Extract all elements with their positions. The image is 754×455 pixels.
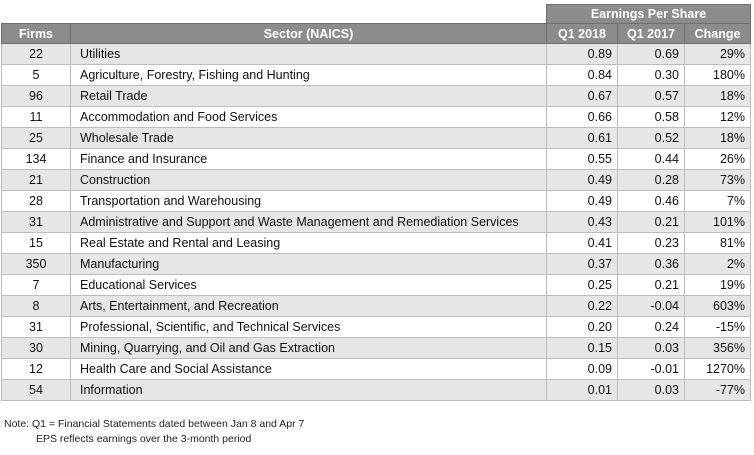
cell-q2018: 0.61 [547,128,618,149]
cell-q2018: 0.49 [547,170,618,191]
cell-change: 19% [685,275,751,296]
table-row [2,212,751,233]
cell-change: 81% [685,233,751,254]
header-q2018: Q1 2018 [547,24,618,44]
cell-firms: 22 [2,44,71,65]
cell-q2017: 0.52 [618,128,685,149]
cell-q2017: 0.21 [618,212,685,233]
cell-sector: Information [71,380,547,401]
cell-q2018: 0.89 [547,44,618,65]
cell-q2017: 0.28 [618,170,685,191]
cell-q2017: 0.44 [618,149,685,170]
cell-change: 26% [685,149,751,170]
cell-q2017: -0.01 [618,359,685,380]
cell-sector: Mining, Quarrying, and Oil and Gas Extraction [71,338,547,359]
cell-firms: 7 [2,275,71,296]
cell-q2017: 0.36 [618,254,685,275]
table-row [2,254,751,275]
cell-sector: Finance and Insurance [71,149,547,170]
header-firms: Firms [2,24,71,44]
cell-q2017: 0.69 [618,44,685,65]
cell-firms: 30 [2,338,71,359]
table-row [2,128,751,149]
header-blank [2,5,71,24]
cell-q2017: 0.21 [618,275,685,296]
cell-q2018: 0.22 [547,296,618,317]
cell-sector: Agriculture, Forestry, Fishing and Hunting [71,65,547,86]
cell-q2018: 0.43 [547,212,618,233]
cell-q2018: 0.66 [547,107,618,128]
table-row [2,317,751,338]
cell-sector: Educational Services [71,275,547,296]
table-row [2,380,751,401]
cell-firms: 28 [2,191,71,212]
table-row [2,296,751,317]
eps-table [1,4,751,401]
cell-firms: 5 [2,65,71,86]
table-row [2,65,751,86]
footnote [4,417,304,447]
cell-change: 2% [685,254,751,275]
table-row [2,275,751,296]
header-sector: Sector (NAICS) [71,24,547,44]
table-row [2,170,751,191]
cell-sector: Accommodation and Food Services [71,107,547,128]
cell-q2018: 0.49 [547,191,618,212]
cell-firms: 350 [2,254,71,275]
cell-change: 29% [685,44,751,65]
cell-q2017: 0.03 [618,380,685,401]
header-blank [71,5,547,24]
table-row [2,359,751,380]
cell-firms: 21 [2,170,71,191]
cell-q2017: -0.04 [618,296,685,317]
cell-change: -77% [685,380,751,401]
footnote-line-2: EPS reflects earnings over the 3-month period [36,433,252,445]
cell-firms: 11 [2,107,71,128]
cell-sector: Retail Trade [71,86,547,107]
cell-q2017: 0.24 [618,317,685,338]
footnote-line-1: Note: Q1 = Financial Statements dated between Jan 8 and Apr 7 [4,418,305,430]
cell-q2018: 0.41 [547,233,618,254]
cell-change: 1270% [685,359,751,380]
cell-change: 180% [685,65,751,86]
table-row [2,107,751,128]
cell-sector: Wholesale Trade [71,128,547,149]
table-body [2,44,751,401]
cell-q2018: 0.25 [547,275,618,296]
cell-q2018: 0.20 [547,317,618,338]
header-group-row [2,5,751,24]
cell-q2018: 0.84 [547,65,618,86]
cell-change: 12% [685,107,751,128]
cell-change: 356% [685,338,751,359]
cell-q2018: 0.37 [547,254,618,275]
cell-change: -15% [685,317,751,338]
cell-change: 73% [685,170,751,191]
cell-sector: Health Care and Social Assistance [71,359,547,380]
cell-firms: 31 [2,317,71,338]
header-change: Change [685,24,751,44]
cell-q2017: 0.23 [618,233,685,254]
cell-firms: 12 [2,359,71,380]
table-row [2,149,751,170]
cell-q2017: 0.57 [618,86,685,107]
cell-firms: 54 [2,380,71,401]
cell-q2018: 0.55 [547,149,618,170]
cell-firms: 15 [2,233,71,254]
cell-sector: Professional, Scientific, and Technical Services [71,317,547,338]
table-row [2,338,751,359]
header-q2017: Q1 2017 [618,24,685,44]
cell-firms: 134 [2,149,71,170]
header-row [2,24,751,44]
cell-change: 7% [685,191,751,212]
cell-sector: Utilities [71,44,547,65]
cell-sector: Construction [71,170,547,191]
cell-change: 603% [685,296,751,317]
cell-firms: 8 [2,296,71,317]
table-row [2,191,751,212]
cell-sector: Real Estate and Rental and Leasing [71,233,547,254]
cell-q2018: 0.09 [547,359,618,380]
cell-change: 101% [685,212,751,233]
header-eps-group: Earnings Per Share [547,5,751,24]
table-row [2,233,751,254]
cell-q2018: 0.15 [547,338,618,359]
cell-q2018: 0.67 [547,86,618,107]
cell-sector: Transportation and Warehousing [71,191,547,212]
cell-q2017: 0.03 [618,338,685,359]
cell-change: 18% [685,86,751,107]
cell-sector: Arts, Entertainment, and Recreation [71,296,547,317]
cell-q2017: 0.58 [618,107,685,128]
cell-sector: Administrative and Support and Waste Management and Remediation Services [71,212,547,233]
cell-q2018: 0.01 [547,380,618,401]
cell-q2017: 0.30 [618,65,685,86]
cell-sector: Manufacturing [71,254,547,275]
cell-q2017: 0.46 [618,191,685,212]
table-row [2,86,751,107]
cell-firms: 96 [2,86,71,107]
cell-change: 18% [685,128,751,149]
cell-firms: 31 [2,212,71,233]
cell-firms: 25 [2,128,71,149]
table-row [2,44,751,65]
